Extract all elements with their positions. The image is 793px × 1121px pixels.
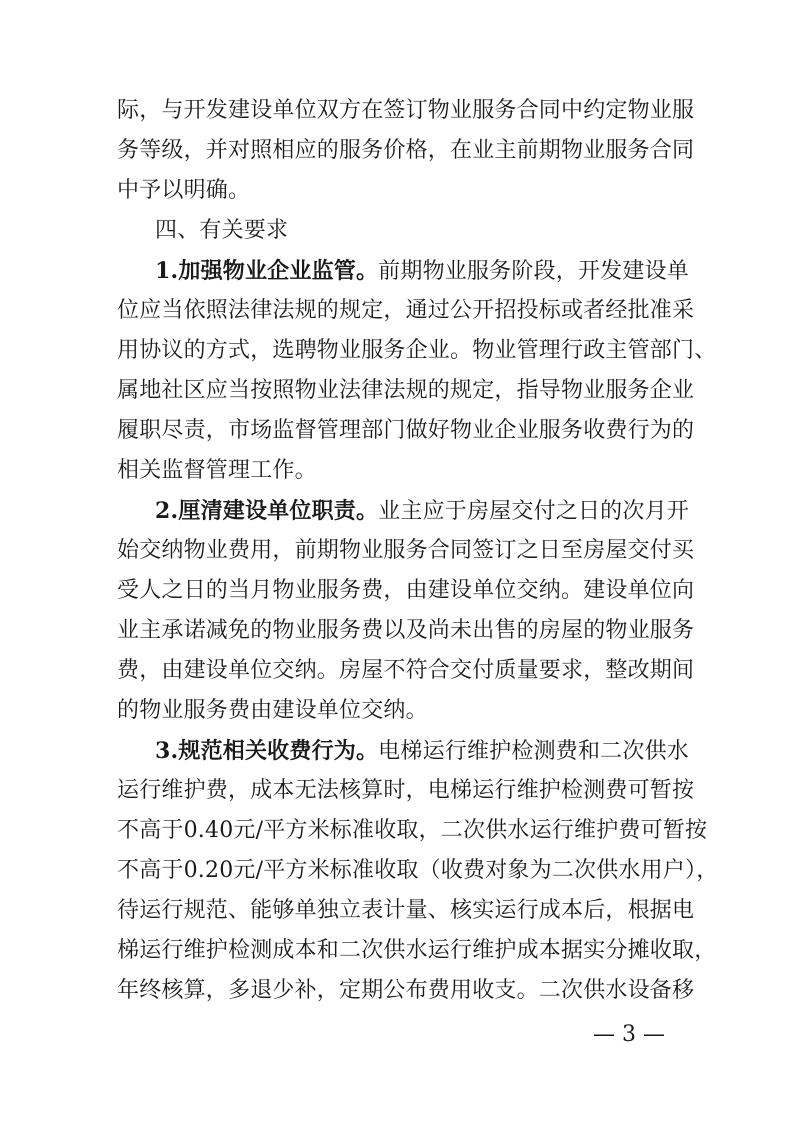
paragraph-line: 用协议的方式，选聘物业服务企业。物业管理行政主管部门、: [117, 338, 717, 363]
paragraph-line: 业主承诺减免的物业服务费以及尚未出售的房屋的物业服务: [117, 618, 695, 643]
paragraph-line: 受人之日的当月物业服务费，由建设单位交纳。建设单位向: [117, 578, 695, 603]
paragraph-line: 中予以明确。: [117, 178, 251, 203]
paragraph-line: 运行维护费，成本无法核算时，电梯运行维护检测费可暂按: [117, 778, 695, 803]
paragraph-line: 梯运行维护检测成本和二次供水运行维护成本据实分摊收取，: [117, 938, 717, 963]
section-heading: 四、有关要求: [155, 218, 289, 243]
paragraph-title: 3.规范相关收费行为。: [155, 738, 379, 764]
paragraph-text: 业主应于房屋交付之日的次月开: [378, 499, 689, 524]
paragraph-text: 前期物业服务阶段，开发建设单: [378, 259, 689, 284]
paragraph-title: 1.加强物业企业监管。: [155, 258, 379, 284]
paragraph-line: 待运行规范、能够单独立表计量、核实运行成本后，根据电: [117, 898, 695, 923]
paragraph-first-line: [155, 736, 689, 767]
paragraph-line: 履职尽责，市场监督管理部门做好物业企业服务收费行为的: [117, 418, 695, 443]
paragraph-line: 始交纳物业费用，前期物业服务合同签订之日至房屋交付买: [117, 538, 695, 563]
paragraph-line: 的物业服务费由建设单位交纳。: [117, 698, 428, 723]
paragraph-line: 务等级，并对照相应的服务价格，在业主前期物业服务合同: [117, 138, 695, 163]
paragraph-line: 相关监督管理工作。: [117, 458, 317, 483]
paragraph-first-line: [155, 256, 689, 287]
paragraph-line: 际，与开发建设单位双方在签订物业服务合同中约定物业服: [117, 98, 695, 123]
paragraph-line: 费，由建设单位交纳。房屋不符合交付质量要求，整改期间: [117, 658, 695, 683]
page-number: — 3 —: [593, 1022, 665, 1047]
paragraph-line: 位应当依照法律法规的规定，通过公开招投标或者经批准采: [117, 298, 695, 323]
paragraph-line: 年终核算，多退少补，定期公布费用收支。二次供水设备移: [117, 978, 695, 1003]
paragraph-text: 电梯运行维护检测费和二次供水: [378, 739, 689, 764]
paragraph-line: 属地社区应当按照物业法律法规的规定，指导物业服务企业: [117, 378, 695, 403]
paragraph-title: 2.厘清建设单位职责。: [155, 498, 379, 524]
paragraph-first-line: [155, 496, 689, 527]
paragraph-line: 不高于0.20元/平方米标准收取（收费对象为二次供水用户），: [117, 858, 719, 883]
paragraph-line: 不高于0.40元/平方米标准收取，二次供水运行维护费可暂按: [117, 818, 708, 843]
